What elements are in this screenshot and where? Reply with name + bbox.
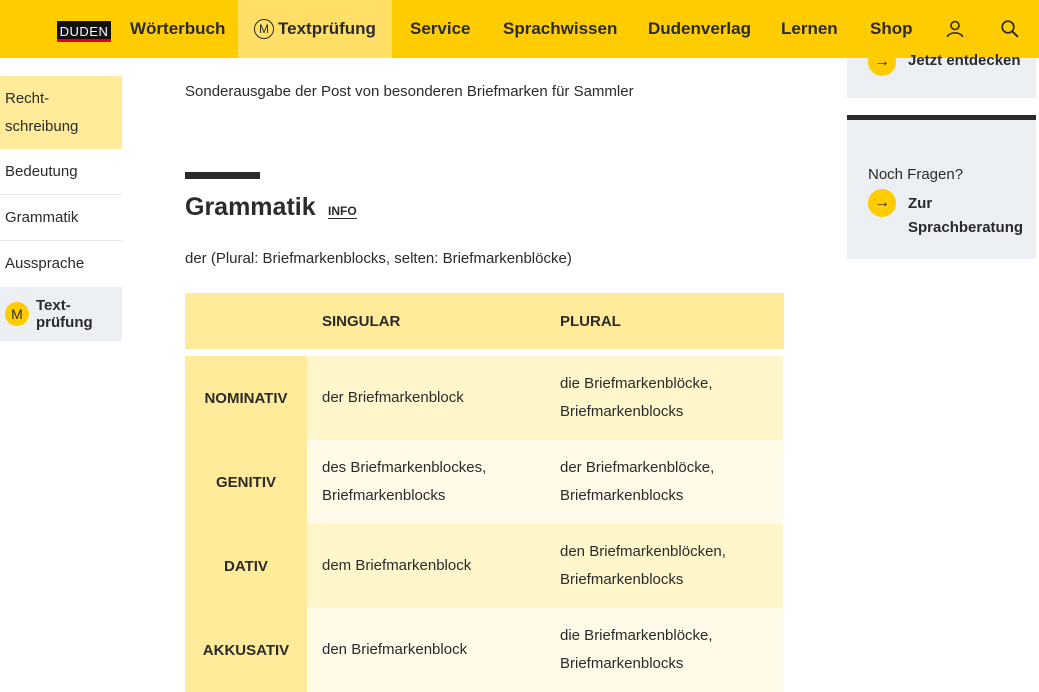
column-header-plural: PLURAL <box>560 312 621 330</box>
sidebar-item-bedeutung[interactable]: Bedeutung <box>0 149 122 195</box>
plural-cell: den Briefmarkenblöcken, Briefmarkenblocks <box>545 524 783 608</box>
sidebar-item-label: Text- <box>36 297 71 314</box>
sidebar-item-grammatik[interactable]: Grammatik <box>0 195 122 241</box>
section-sidebar <box>0 76 122 341</box>
nav-textpruefung-label: Textprüfung <box>278 19 376 38</box>
faq-box <box>847 115 1036 259</box>
faq-link-line: Sprachberatung <box>908 219 1024 236</box>
singular-cell: des Briefmarkenblockes, Briefmarkenblocks <box>307 440 545 524</box>
singular-cell: der Briefmarkenblock <box>307 356 545 440</box>
case-label: DATIV <box>185 524 307 608</box>
sidebar-item-rechtschreibung[interactable] <box>0 76 122 149</box>
sidebar-item-label: Recht- <box>5 90 50 107</box>
singular-cell: den Briefmarkenblock <box>307 608 545 692</box>
sidebar-item-label: schreibung <box>5 118 79 135</box>
table-header <box>185 293 784 349</box>
textpruefung-m-icon: M <box>254 19 274 39</box>
table-row <box>185 356 784 440</box>
plural-cell: die Briefmarkenblöcke, Briefmarkenblocks <box>545 356 783 440</box>
table-row <box>185 524 784 608</box>
case-label: NOMINATIV <box>185 356 307 440</box>
nav-woerterbuch[interactable]: Wörterbuch <box>130 19 226 38</box>
arrow-right-icon[interactable]: → <box>868 189 896 217</box>
sidebar-item-aussprache[interactable]: Aussprache <box>5 255 85 272</box>
arrow-right-icon[interactable]: → <box>868 48 896 76</box>
faq-question: Noch Fragen? <box>868 166 964 183</box>
nav-dudenverlag[interactable]: Dudenverlag <box>648 19 751 38</box>
section-divider <box>185 172 260 179</box>
table-row <box>185 440 784 524</box>
table-row <box>185 608 784 692</box>
user-icon[interactable] <box>945 19 965 39</box>
sprachberatung-link[interactable] <box>908 192 1023 240</box>
nav-service[interactable]: Service <box>410 19 471 38</box>
nav-textpruefung[interactable] <box>238 0 392 58</box>
duden-logo[interactable]: DUDEN <box>57 21 111 42</box>
search-icon[interactable] <box>1000 19 1020 39</box>
case-label: AKKUSATIV <box>185 608 307 692</box>
sidebar-item-label: prüfung <box>36 314 93 331</box>
info-link[interactable]: INFO <box>328 204 357 218</box>
plural-cell: der Briefmarkenblöcke, Briefmarkenblocks <box>545 440 783 524</box>
promo-link[interactable]: Jetzt entdecken <box>908 52 1021 69</box>
singular-cell: dem Briefmarkenblock <box>307 524 545 608</box>
declension-table <box>185 293 784 692</box>
case-label: GENITIV <box>185 440 307 524</box>
section-heading-grammatik: Grammatik <box>185 193 316 221</box>
meaning-text: Sonderausgabe der Post von besonderen Briefmarken für Sammler <box>185 83 634 100</box>
nav-sprachwissen[interactable]: Sprachwissen <box>503 19 618 38</box>
nav-lernen[interactable]: Lernen <box>781 19 838 38</box>
column-header-singular: SINGULAR <box>322 312 401 330</box>
plural-cell: die Briefmarkenblöcke, Briefmarkenblocks <box>545 608 783 692</box>
sidebar-item-textpruefung[interactable] <box>0 287 122 341</box>
textpruefung-m-icon: M <box>5 302 29 326</box>
grammar-summary: der (Plural: Briefmarkenblocks, selten: Briefmarkenblöcke) <box>185 250 572 267</box>
nav-shop[interactable]: Shop <box>870 19 913 38</box>
faq-link-line: Zur <box>908 195 933 212</box>
